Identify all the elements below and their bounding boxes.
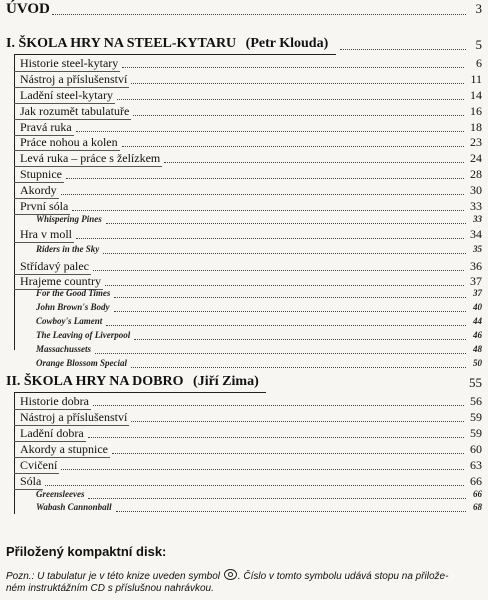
section-1-title-text: I. ŠKOLA HRY NA STEEL-KYTARU <box>6 36 237 51</box>
dot-leader <box>112 453 464 454</box>
toc-label: Ladění dobra <box>20 426 84 440</box>
toc-page: 56 <box>470 394 482 408</box>
dot-leader <box>133 115 464 116</box>
dot-leader <box>76 131 464 132</box>
dot-leader <box>117 99 464 100</box>
toc-entry <box>0 56 488 72</box>
toc-entry <box>0 458 488 474</box>
toc-entry-uvod <box>0 0 488 20</box>
toc-entry <box>0 120 488 136</box>
section-2-title <box>6 374 259 390</box>
toc-label: Nástroj a příslušenství <box>20 410 128 424</box>
toc-label: Pravá ruka <box>20 120 72 134</box>
toc-page: 33 <box>470 199 482 213</box>
section-1-author: (Petr Klouda) <box>245 36 329 51</box>
toc-page: 6 <box>476 56 482 70</box>
toc-label: Historie dobra <box>20 394 89 408</box>
toc-page: 16 <box>470 104 482 118</box>
toc-label: Massachussets <box>36 344 92 354</box>
toc-page: 30 <box>470 183 482 197</box>
toc-page: 48 <box>473 344 482 354</box>
toc-subentry <box>0 358 488 370</box>
toc-label: Stupnice <box>20 167 62 181</box>
toc-label: Levá ruka – práce s želízkem <box>20 151 161 165</box>
toc-entry <box>0 442 488 458</box>
dot-leader <box>114 297 466 298</box>
toc-label: Akordy <box>20 183 57 197</box>
toc-page: 37 <box>470 274 482 288</box>
dot-leader <box>93 405 464 406</box>
toc-page: 28 <box>470 167 482 181</box>
toc-page: 68 <box>473 502 482 512</box>
toc-label: Riders in the Sky <box>36 244 100 254</box>
dot-leader <box>164 162 464 163</box>
toc-page: 60 <box>470 442 482 456</box>
toc-label: John Brown's Body <box>36 302 110 312</box>
dot-leader <box>72 210 464 211</box>
section-2-title-text: II. ŠKOLA HRY NA DOBRO <box>6 374 184 389</box>
toc-page: 36 <box>470 259 482 273</box>
toc-label: Hrajeme country <box>20 274 101 288</box>
toc-page: 18 <box>470 120 482 134</box>
toc-label: Sóla <box>20 474 42 488</box>
toc-page: 24 <box>470 151 482 165</box>
toc-label: Ladění steel-kytary <box>20 88 113 102</box>
toc-label: For the Good Times <box>36 288 111 298</box>
dot-leader <box>93 270 464 271</box>
toc-page: 50 <box>473 358 482 368</box>
dot-leader <box>105 285 464 286</box>
toc-label: Wabash Cannonball <box>36 502 112 512</box>
toc-entry <box>0 227 488 243</box>
toc-subentry <box>0 288 488 300</box>
toc-page: 59 <box>470 410 482 424</box>
dot-leader <box>116 511 466 512</box>
dot-leader <box>88 498 466 499</box>
cd-disc-icon <box>224 569 237 580</box>
section-2-bracket-top <box>14 392 266 393</box>
toc-label: The Leaving of Liverpool <box>36 330 131 340</box>
toc-page: 66 <box>473 489 482 499</box>
toc-page: 34 <box>470 227 482 241</box>
toc-entry <box>0 410 488 426</box>
toc-subentry <box>0 489 488 501</box>
toc-label: Historie steel-kytary <box>20 56 119 70</box>
toc-entry <box>0 199 488 215</box>
dot-leader <box>61 194 464 195</box>
dot-leader <box>76 238 464 239</box>
toc-label: Hra v moll <box>20 227 72 241</box>
dot-leader <box>131 421 464 422</box>
dot-leader <box>340 49 466 50</box>
dot-leader <box>114 311 466 312</box>
toc-entry <box>0 151 488 167</box>
toc-entry <box>0 135 488 151</box>
footer-note-line-2: ném instruktážním CD s příslušnou nahrávkou. <box>6 583 214 594</box>
toc-page: 37 <box>473 288 482 298</box>
toc-subentry <box>0 502 488 514</box>
toc-subentry <box>0 244 488 256</box>
toc-label: Greensleeves <box>36 489 85 499</box>
toc-entry <box>0 88 488 104</box>
toc-label: ÚVOD <box>6 1 50 17</box>
toc-label: Cvičení <box>20 458 58 472</box>
toc-page: 59 <box>470 426 482 440</box>
dot-leader <box>122 67 464 68</box>
dot-leader <box>134 339 466 340</box>
toc-label: První sóla <box>20 199 69 213</box>
dot-leader <box>45 485 464 486</box>
dot-leader <box>131 367 466 368</box>
section-2-heading <box>0 372 488 392</box>
dot-leader <box>95 353 466 354</box>
toc-label: Nástroj a příslušenství <box>20 72 128 86</box>
toc-page: 23 <box>470 135 482 149</box>
toc-page: 44 <box>473 316 482 326</box>
section-2-author: (Jiří Zima) <box>193 374 259 389</box>
toc-page: 3 <box>475 1 482 16</box>
section-1-page: 5 <box>475 37 482 52</box>
toc-page: 14 <box>470 88 482 102</box>
toc-entry <box>0 474 488 490</box>
dot-leader <box>61 469 464 470</box>
section-2-page: 55 <box>469 375 482 390</box>
toc-entry <box>0 72 488 88</box>
dot-leader <box>88 437 464 438</box>
note-part-1: Pozn.: U tabulatur je v této knize uveden symbol <box>6 571 221 582</box>
toc-page: 63 <box>470 458 482 472</box>
section-1-bracket-top <box>14 54 336 55</box>
dot-leader <box>103 253 466 254</box>
toc-page: 40 <box>473 302 482 312</box>
toc-label: Akordy a stupnice <box>20 442 108 456</box>
toc-subentry <box>0 214 488 226</box>
toc-label: Práce nohou a kolen <box>20 135 118 149</box>
toc-label: Jak rozumět tabulatuře <box>20 104 130 118</box>
footer-note-line-1 <box>6 569 448 582</box>
toc-label: Cowboy's Lament <box>36 316 103 326</box>
entry-underline <box>14 242 74 243</box>
dot-leader <box>106 325 466 326</box>
section-1-heading <box>0 34 488 54</box>
note-part-2: . Číslo v tomto symbolu udává stopu na přilože- <box>237 571 449 582</box>
toc-entry <box>0 259 488 275</box>
toc-page: 33 <box>473 214 482 224</box>
dot-leader <box>52 14 466 15</box>
toc-subentry <box>0 344 488 356</box>
dot-leader <box>122 146 464 147</box>
section-1-title <box>6 36 328 52</box>
toc-entry <box>0 167 488 183</box>
toc-subentry <box>0 330 488 342</box>
toc-subentry <box>0 302 488 314</box>
dot-leader <box>131 83 464 84</box>
toc-entry <box>0 104 488 120</box>
dot-leader <box>66 178 464 179</box>
toc-subentry <box>0 316 488 328</box>
toc-entry <box>0 183 488 199</box>
toc-entry <box>0 426 488 442</box>
dot-leader <box>106 223 466 224</box>
toc-label: Střídavý palec <box>20 259 89 273</box>
toc-page: 66 <box>470 474 482 488</box>
toc-label: Orange Blossom Special <box>36 358 128 368</box>
cd-heading: Přiložený kompaktní disk: <box>6 544 167 559</box>
toc-page: 11 <box>470 72 482 86</box>
toc-label: Whispering Pines <box>36 214 102 224</box>
toc-entry <box>0 394 488 410</box>
toc-page: 46 <box>473 330 482 340</box>
toc-page: 35 <box>473 244 482 254</box>
